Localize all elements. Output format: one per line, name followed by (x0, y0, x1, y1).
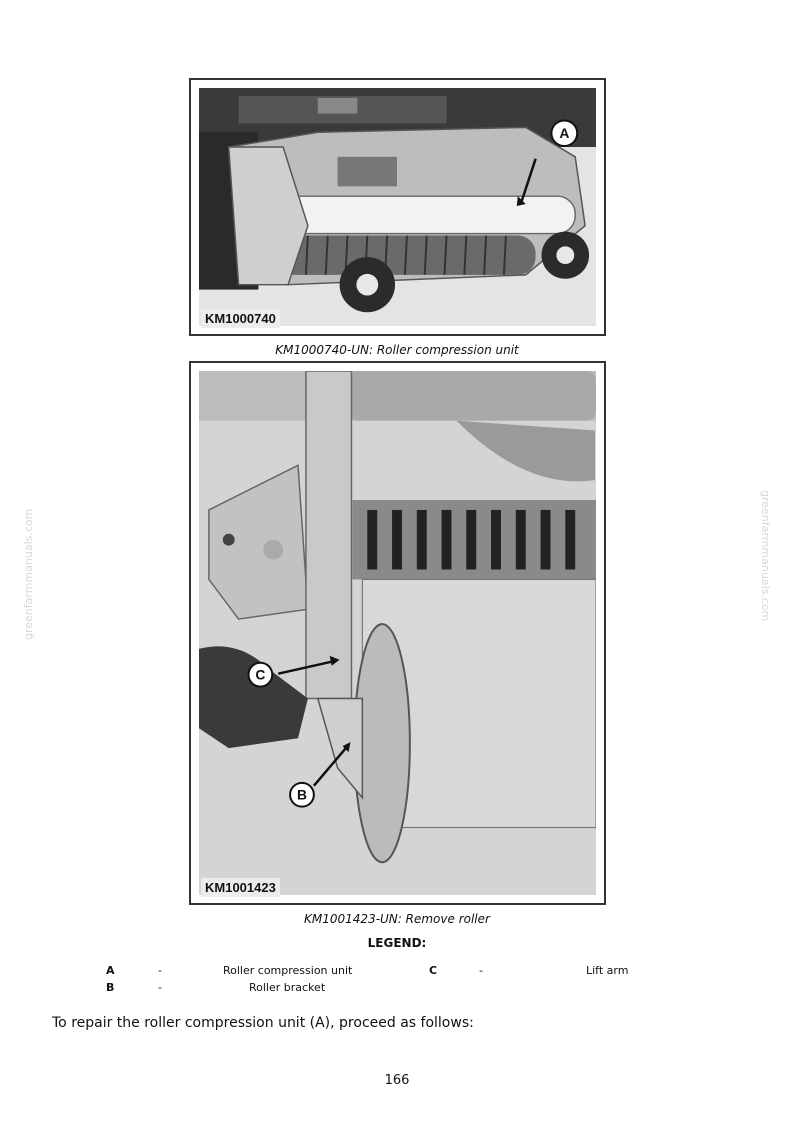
photo-remove-roller (199, 371, 596, 895)
callout-a: A (559, 125, 570, 142)
legend-key-c: C (429, 964, 438, 977)
figure-1-code: KM1000740 (201, 309, 280, 328)
page-number: 166 (384, 1073, 410, 1088)
watermark-left: greenfarmmanuals.com (22, 508, 35, 640)
legend-text-c: Lift arm (586, 964, 629, 977)
photo-roller-compression-unit (199, 88, 596, 326)
legend-key-b: B (106, 981, 115, 994)
legend-text-a: Roller compression unit (223, 964, 353, 977)
figure-1-frame (189, 78, 606, 336)
figure-2-caption: KM1001423-UN: Remove roller (304, 912, 490, 926)
callout-c: C (255, 666, 266, 683)
figure-1-caption: KM1000740-UN: Roller compression unit (275, 343, 519, 357)
watermark-right: greenfarmmanuals.com (759, 490, 772, 622)
machine-illustration-1 (199, 88, 596, 326)
legend-title: LEGEND: (367, 936, 427, 950)
legend-sep-c: - (479, 964, 483, 977)
machine-illustration-2 (199, 371, 596, 895)
legend-text-b: Roller bracket (249, 981, 326, 994)
instruction-text: To repair the roller compression unit (A), proceed as follows: (52, 1015, 474, 1031)
legend-sep-a: - (158, 964, 162, 977)
legend-sep-b: - (158, 981, 162, 994)
figure-2-code: KM1001423 (201, 878, 280, 897)
legend-key-a: A (106, 964, 115, 977)
callout-b: B (296, 786, 307, 803)
figure-2-frame (189, 361, 606, 905)
